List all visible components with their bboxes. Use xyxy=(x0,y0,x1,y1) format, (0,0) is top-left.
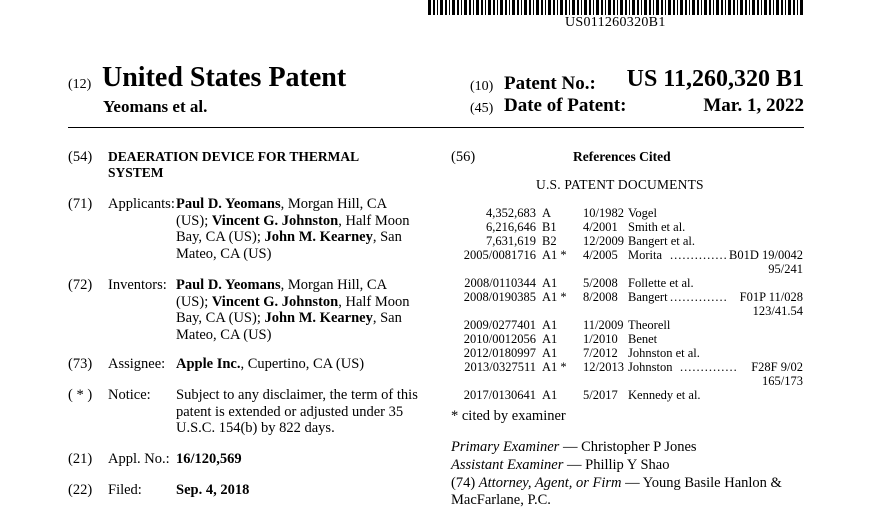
barcode-bar xyxy=(721,0,723,15)
barcode-bar xyxy=(637,0,639,15)
barcode-bar xyxy=(793,0,795,15)
barcode-bar xyxy=(769,0,771,15)
applicants-list: Paul D. Yeomans, Morgan Hill, CA (US); Vincent G. Johnston, Half Moon Bay, CA (US); John M. Kearney, San Mateo, CA (US) xyxy=(176,196,410,262)
date-of-patent: Mar. 1, 2022 xyxy=(703,95,804,116)
reference-name: Morita xyxy=(628,248,663,262)
barcode-bar xyxy=(773,0,774,15)
barcode-bar xyxy=(560,0,563,15)
code-54: (54) xyxy=(68,149,93,165)
barcode-bar xyxy=(752,0,755,15)
assignee-label: Assignee: xyxy=(108,356,166,372)
barcode-bar xyxy=(689,0,690,15)
barcode-bar xyxy=(512,0,515,15)
barcode-bar xyxy=(509,0,510,15)
reference-kind: A1 xyxy=(542,332,558,346)
reference-date: 5/2017 xyxy=(583,388,618,402)
reference-date: 4/2005 xyxy=(583,248,618,262)
notice-code: ( * ) xyxy=(68,387,93,403)
reference-number: 2008/0190385 xyxy=(463,290,536,304)
barcode-bar xyxy=(557,0,558,15)
barcode-bar xyxy=(608,0,611,15)
reference-name: Benet xyxy=(628,332,658,346)
barcode-bar xyxy=(461,0,462,15)
reference-name: Johnston et al. xyxy=(628,346,700,360)
code-10: (10) xyxy=(470,79,494,94)
barcode-bar xyxy=(617,0,618,15)
barcode-bar xyxy=(445,0,447,15)
barcode-bar xyxy=(713,0,714,15)
barcode-bar xyxy=(709,0,711,15)
barcode-bar xyxy=(548,0,551,15)
barcode-bar xyxy=(437,0,438,15)
reference-date: 7/2012 xyxy=(583,346,618,360)
barcode-bar xyxy=(761,0,762,15)
barcode-bar xyxy=(613,0,615,15)
primary-examiner: Primary Examiner — Christopher P Jones xyxy=(451,439,697,455)
barcode-bar xyxy=(481,0,483,15)
barcode-bar xyxy=(577,0,579,15)
reference-classification: B01D 19/0042 xyxy=(729,248,803,262)
reference-us-class: 123/41.54 xyxy=(752,304,803,318)
reference-us-class: 165/173 xyxy=(762,374,803,388)
barcode-bar xyxy=(469,0,471,15)
barcode-bar xyxy=(733,0,735,15)
barcode-bar xyxy=(452,0,455,15)
barcode-bar xyxy=(464,0,467,15)
barcode-bar xyxy=(800,0,803,15)
barcode-bar xyxy=(569,0,570,15)
assistant-examiner: Assistant Examiner — Phillip Y Shao xyxy=(451,457,670,473)
barcode-bar xyxy=(433,0,435,15)
barcode-bar xyxy=(728,0,731,15)
references-cited-title: References Cited xyxy=(573,149,671,164)
code-21: (21) xyxy=(68,451,93,467)
assignee-value: Apple Inc., Cupertino, CA (US) xyxy=(176,356,365,372)
filed-value: Sep. 4, 2018 xyxy=(176,482,250,498)
barcode-bar xyxy=(473,0,474,15)
barcode-bar xyxy=(449,0,450,15)
reference-us-class: 95/241 xyxy=(768,262,803,276)
reference-name: Bangert et al. xyxy=(628,234,695,248)
applicants-label: Applicants: xyxy=(108,196,175,212)
cited-by-examiner-note: * cited by examiner xyxy=(451,408,566,424)
barcode-bar xyxy=(661,0,663,15)
barcode-bar xyxy=(668,0,671,15)
barcode-bar xyxy=(680,0,683,15)
barcode-bar xyxy=(500,0,503,15)
reference-date: 12/2009 xyxy=(583,234,624,248)
barcode-bar xyxy=(601,0,603,15)
notice-label: Notice: xyxy=(108,387,151,403)
reference-kind: A1 xyxy=(542,318,558,332)
patent-title: United States Patent xyxy=(102,62,347,93)
barcode-bar xyxy=(485,0,486,15)
barcode-bar xyxy=(625,0,627,15)
barcode-bar xyxy=(641,0,642,15)
code-12: (12) xyxy=(68,77,92,92)
leader-dots: .............. xyxy=(670,248,728,262)
reference-number: 2010/0012056 xyxy=(463,332,536,346)
reference-number: 2012/0180997 xyxy=(463,346,536,360)
reference-date: 5/2008 xyxy=(583,276,618,290)
barcode-bar xyxy=(488,0,491,15)
reference-kind: B2 xyxy=(542,234,557,248)
barcode-bar xyxy=(440,0,443,15)
barcode-bar xyxy=(493,0,495,15)
barcode-bar xyxy=(745,0,747,15)
reference-kind: A1 * xyxy=(542,248,567,262)
barcode-bar xyxy=(629,0,630,15)
barcode-bar xyxy=(764,0,767,15)
reference-kind: A1 xyxy=(542,276,558,290)
barcode-bar xyxy=(656,0,659,15)
inventors-label: Inventors: xyxy=(108,277,167,293)
barcode-bar xyxy=(584,0,587,15)
filed-label: Filed: xyxy=(108,482,142,498)
barcode-bar xyxy=(716,0,719,15)
barcode-bar xyxy=(517,0,519,15)
reference-name: Follette et al. xyxy=(628,276,694,290)
barcode-bar xyxy=(572,0,575,15)
reference-number: 2009/0277401 xyxy=(463,318,536,332)
barcode-bar xyxy=(521,0,522,15)
authors: Yeomans et al. xyxy=(103,97,208,116)
barcode-bar xyxy=(536,0,539,15)
reference-number: 6,216,646 xyxy=(486,220,536,234)
reference-name: Vogel xyxy=(628,206,657,220)
barcode-bar xyxy=(704,0,707,15)
barcode-bar xyxy=(553,0,555,15)
reference-number: 2017/0130641 xyxy=(463,388,536,402)
barcode-bar xyxy=(581,0,582,15)
leader-dots: .............. xyxy=(680,360,738,374)
barcode-bar xyxy=(685,0,687,15)
document-number: US011260320B1 xyxy=(565,15,666,30)
reference-number: 2013/0327511 xyxy=(464,360,536,374)
header-divider xyxy=(68,127,804,128)
barcode-bar xyxy=(757,0,759,15)
appl-no-label: Appl. No.: xyxy=(108,451,170,467)
barcode-bar xyxy=(524,0,527,15)
reference-name: Kennedy et al. xyxy=(628,388,701,402)
reference-number: 4,352,683 xyxy=(486,206,536,220)
reference-number: 7,631,619 xyxy=(486,234,536,248)
barcode-bar xyxy=(697,0,699,15)
barcode-bar xyxy=(565,0,567,15)
barcode-bar xyxy=(785,0,786,15)
attorney-agent-firm: (74) Attorney, Agent, or Firm — Young Basile Hanlon & MacFarlane, P.C. xyxy=(451,475,782,508)
barcode-bar xyxy=(533,0,534,15)
barcode-bar xyxy=(781,0,783,15)
reference-date: 1/2010 xyxy=(583,332,618,346)
patent-number: US 11,260,320 B1 xyxy=(626,66,804,92)
reference-kind: A1 * xyxy=(542,360,567,374)
reference-date: 12/2013 xyxy=(583,360,624,374)
reference-name: Smith et al. xyxy=(628,220,686,234)
reference-kind: A1 xyxy=(542,388,558,402)
code-45: (45) xyxy=(470,101,494,116)
barcode-bar xyxy=(737,0,738,15)
patent-no-label: Patent No.: xyxy=(504,73,596,94)
notice-text: Subject to any disclaimer, the term of this patent is extended or adjusted under 35 U.S.C. 154(b) by 822 days. xyxy=(176,387,418,436)
reference-date: 4/2001 xyxy=(583,220,618,234)
barcode-image xyxy=(428,0,804,15)
reference-kind: A1 xyxy=(542,346,558,360)
reference-number: 2005/0081716 xyxy=(463,248,536,262)
inventors-list: Paul D. Yeomans, Morgan Hill, CA (US); Vincent G. Johnston, Half Moon Bay, CA (US); John M. Kearney, San Mateo, CA (US) xyxy=(176,277,410,343)
reference-kind: B1 xyxy=(542,220,557,234)
barcode-bar xyxy=(428,0,431,15)
barcode-bar xyxy=(749,0,750,15)
reference-classification: F01P 11/028 xyxy=(739,290,803,304)
code-22: (22) xyxy=(68,482,93,498)
barcode-bar xyxy=(788,0,791,15)
code-71: (71) xyxy=(68,196,93,212)
date-of-patent-label: Date of Patent: xyxy=(504,95,627,116)
barcode-bar xyxy=(649,0,651,15)
invention-title: DEAERATION DEVICE FOR THERMAL SYSTEM xyxy=(108,149,360,180)
leader-dots: .............. xyxy=(670,290,728,304)
barcode-bar xyxy=(589,0,591,15)
barcode-bar xyxy=(605,0,606,15)
reference-number: 2008/0110344 xyxy=(464,276,536,290)
barcode-bar xyxy=(692,0,695,15)
barcode-bar xyxy=(497,0,498,15)
barcode-bar xyxy=(725,0,726,15)
reference-name: Johnston xyxy=(628,360,673,374)
barcode-bar xyxy=(476,0,479,15)
barcode-bar xyxy=(677,0,678,15)
barcode-bar xyxy=(505,0,507,15)
barcode-bar xyxy=(653,0,654,15)
reference-date: 11/2009 xyxy=(583,318,624,332)
reference-kind: A xyxy=(542,206,552,220)
barcode-bar xyxy=(644,0,647,15)
reference-kind: A1 * xyxy=(542,290,567,304)
appl-no-value: 16/120,569 xyxy=(176,451,242,467)
code-56: (56) xyxy=(451,149,476,165)
code-73: (73) xyxy=(68,356,93,372)
barcode-bar xyxy=(665,0,666,15)
code-72: (72) xyxy=(68,277,93,293)
reference-name: Bangert xyxy=(628,290,668,304)
us-patent-documents-heading: U.S. PATENT DOCUMENTS xyxy=(536,177,704,192)
reference-date: 8/2008 xyxy=(583,290,618,304)
reference-classification: F28F 9/02 xyxy=(751,360,803,374)
reference-date: 10/1982 xyxy=(583,206,624,220)
barcode-bar xyxy=(545,0,546,15)
barcode-bar xyxy=(740,0,743,15)
barcode-bar xyxy=(457,0,459,15)
barcode-bar xyxy=(593,0,594,15)
barcode-bar xyxy=(701,0,702,15)
barcode-bar xyxy=(776,0,779,15)
barcode-bar xyxy=(596,0,599,15)
barcode-bar xyxy=(673,0,675,15)
barcode-bar xyxy=(632,0,635,15)
barcode-bar xyxy=(541,0,543,15)
barcode-bar xyxy=(797,0,798,15)
barcode-bar xyxy=(529,0,531,15)
reference-name: Theorell xyxy=(628,318,671,332)
barcode-bar xyxy=(620,0,623,15)
